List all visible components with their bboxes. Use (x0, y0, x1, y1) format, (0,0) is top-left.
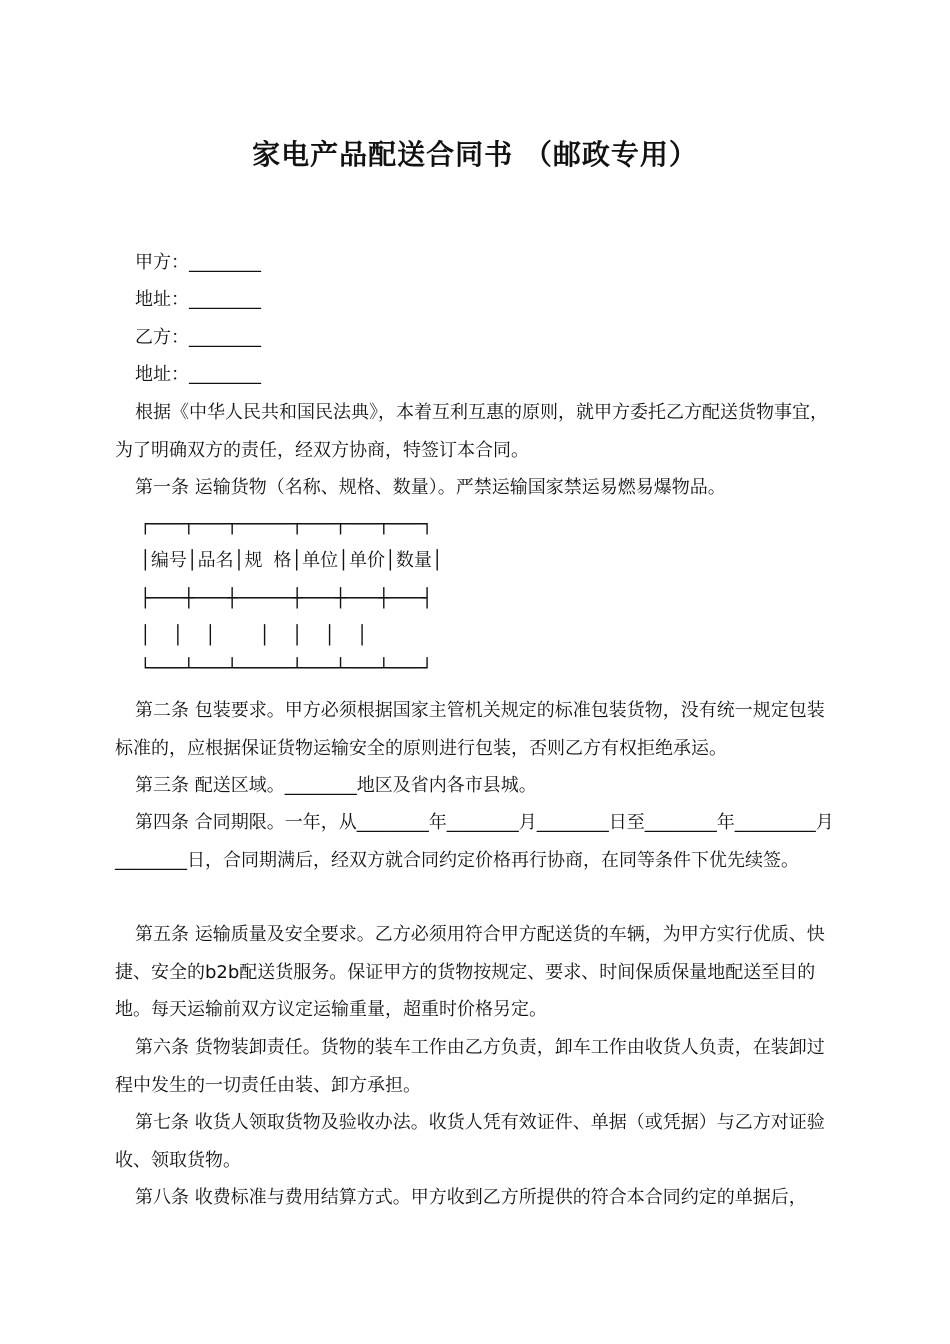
article-7: 第七条 收货人领取货物及验收办法。收货人凭有效证件、单据（或凭据）与乙方对证验收、领取货物。 (115, 1112, 825, 1171)
table-top-border: ┌───┬───┬─────┬───┬───┬───┐ (140, 514, 433, 535)
intro-paragraph: 根据《中华人民共和国民法典》，本着互利互惠的原则，就甲方委托乙方配送货物事宜，为了明确双方的责任，经双方协商，特签订本合同。 (115, 402, 828, 461)
party-a-line: 甲方：________ (135, 252, 261, 273)
article-1: 第一条 运输货物（名称、规格、数量）。严禁运输国家禁运易燃易爆物品。 (135, 477, 726, 498)
article-3: 第三条 配送区域。________地区及省内各市县城。 (135, 775, 537, 796)
party-b-address-line: 地址：________ (135, 364, 261, 385)
article-5: 第五条 运输质量及安全要求。乙方必须用符合甲方配送货的车辆，为甲方实行优质、快捷、安全的b2b配送货服务。保证甲方的货物按规定、要求、时间保质保量地配送至目的地。每天运输前双方议定运输重量，超重时价格另定。 (115, 924, 825, 1020)
article-6: 第六条 货物装卸责任。货物的装车工作由乙方负责，卸车工作由收货人负责，在装卸过程中发生的一切责任由装、卸方承担。 (115, 1037, 825, 1096)
document-title: 家电产品配送合同书 （邮政专用） (252, 138, 698, 171)
table-header-row: │编号│品名│规 格│单位│单价│数量│ (140, 550, 443, 571)
article-4: 第四条 合同期限。一年，从________年________月________日至________年_________月________日，合同期满后，经双方就合同约定价格再行协商，在同等条件下优先续签。 (115, 812, 834, 871)
article-8: 第八条 收费标准与费用结算方式。甲方收到乙方所提供的符合本合同约定的单据后， (135, 1187, 807, 1208)
table-divider: ├───┼───┼─────┼───┼───┼───┤ (140, 588, 433, 609)
table-bottom-border: └───┴───┴─────┴───┴───┴───┘ (140, 658, 433, 679)
party-b-line: 乙方：________ (135, 327, 261, 348)
party-a-address-line: 地址：________ (135, 289, 261, 310)
article-2: 第二条 包装要求。甲方必须根据国家主管机关规定的标准包装货物，没有统一规定包装标准的，应根据保证货物运输安全的原则进行包装，否则乙方有权拒绝承运。 (115, 700, 825, 759)
table-empty-row: │ │ │ │ │ │ │ (140, 625, 368, 646)
